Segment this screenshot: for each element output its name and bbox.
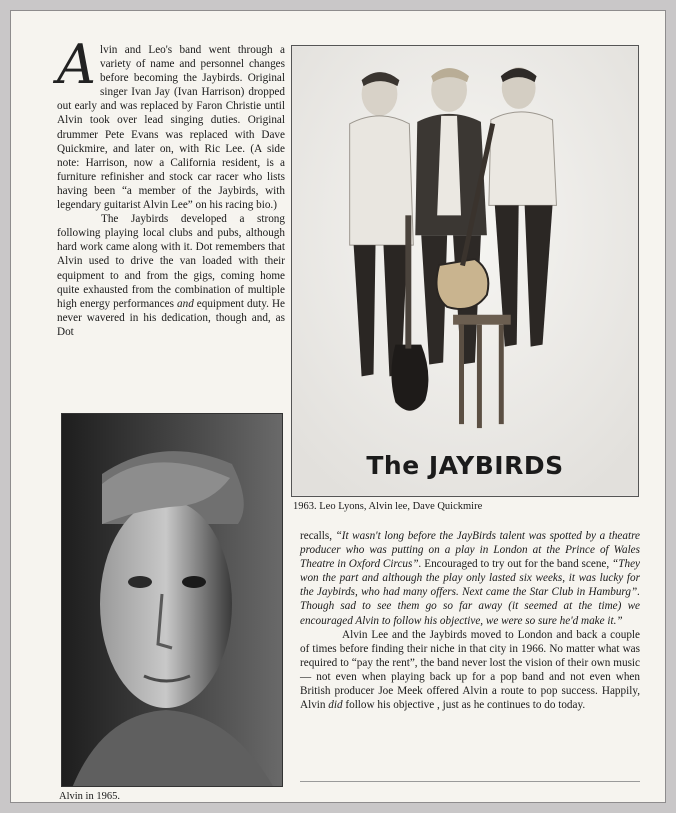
paragraph-2 — [57, 212, 285, 339]
paragraph-1: lvin and Leo's band went through a variety of name and personnel changes before becoming the Jaybirds. Original singer Ivan Jay (Ivan Harrison) dropped out early and was replaced by Faron Christie until Alvin took over lead singing duties. Original drummer Pete Evans was replaced with Dave Quickmire, and later on, with Ric Lee. (A side note: Harrison, now a California resident, is a furniture refinisher and stock car racer who lists having been “a member of the Jaybirds, with legendary guitarist Alvin Lee” on his racing bio.) — [57, 44, 285, 212]
article-column-left — [57, 33, 285, 339]
band-photo-caption: 1963. Leo Lyons, Alvin lee, Dave Quickmire — [293, 501, 483, 512]
portrait-caption: Alvin in 1965. — [59, 791, 120, 802]
portrait-photo — [61, 413, 283, 787]
portrait-image — [62, 414, 283, 787]
article-column-right — [300, 529, 640, 712]
paragraph-2-emphasis: and — [177, 297, 194, 310]
paragraph-4-text-b: follow his objective , just as he continues to do today. — [342, 699, 586, 712]
page — [10, 10, 666, 803]
paragraph-2-text-b: equipment duty. He never wavered in his dedication, though and, as Dot — [57, 297, 285, 338]
paragraph-4-emphasis: did — [328, 699, 343, 712]
paragraph-4 — [300, 628, 640, 713]
paragraph-3 — [300, 529, 640, 628]
divider-line — [300, 781, 640, 782]
paragraph-3-text-a: recalls, — [300, 530, 336, 542]
paragraph-3-text-b: Encouraged to try out for the band scene, — [421, 558, 613, 571]
paragraph-3-quote-1: “It wasn't long before the JayBirds talent was spotted by a theatre producer who was putting on a play in London at the Prince of Wales Theatre in Oxford Circus”. — [300, 530, 641, 571]
paragraph-2-text-a: The Jaybirds developed a strong following playing local clubs and pubs, although hard work came along with it. Dot remembers that Alvin used to drive the van loaded with their equipment to and from the gigs, coming home quite exhausted from the combination of multiple high energy performances — [57, 213, 285, 310]
band-title: The JAYBIRDS — [366, 451, 564, 480]
drop-cap: A — [57, 33, 96, 96]
band-photo — [291, 45, 639, 497]
paragraph-3-quote-2: “They won the part and although the play only lasted six weeks, it was lucky for the Jaybirds, who had many offers. Next came the Star Club in Hamburg”. Though sad to see them go so far away (it seemed at the time) we encouraged Alvin to follow his objective, we were so sure he'd make it.” — [300, 558, 640, 627]
paragraph-4-text-a: Alvin Lee and the Jaybirds moved to London and back a couple of times before finding their niche in that city in 1966. No matter what was required to “pay the rent”, the band never lost the vision of their own music — not even when playing back up for a pop band and not even when British producer Joe Meek offered Alvin a route to pop success. Happily, Alvin — [300, 628, 640, 712]
band-photo-image — [292, 46, 638, 496]
